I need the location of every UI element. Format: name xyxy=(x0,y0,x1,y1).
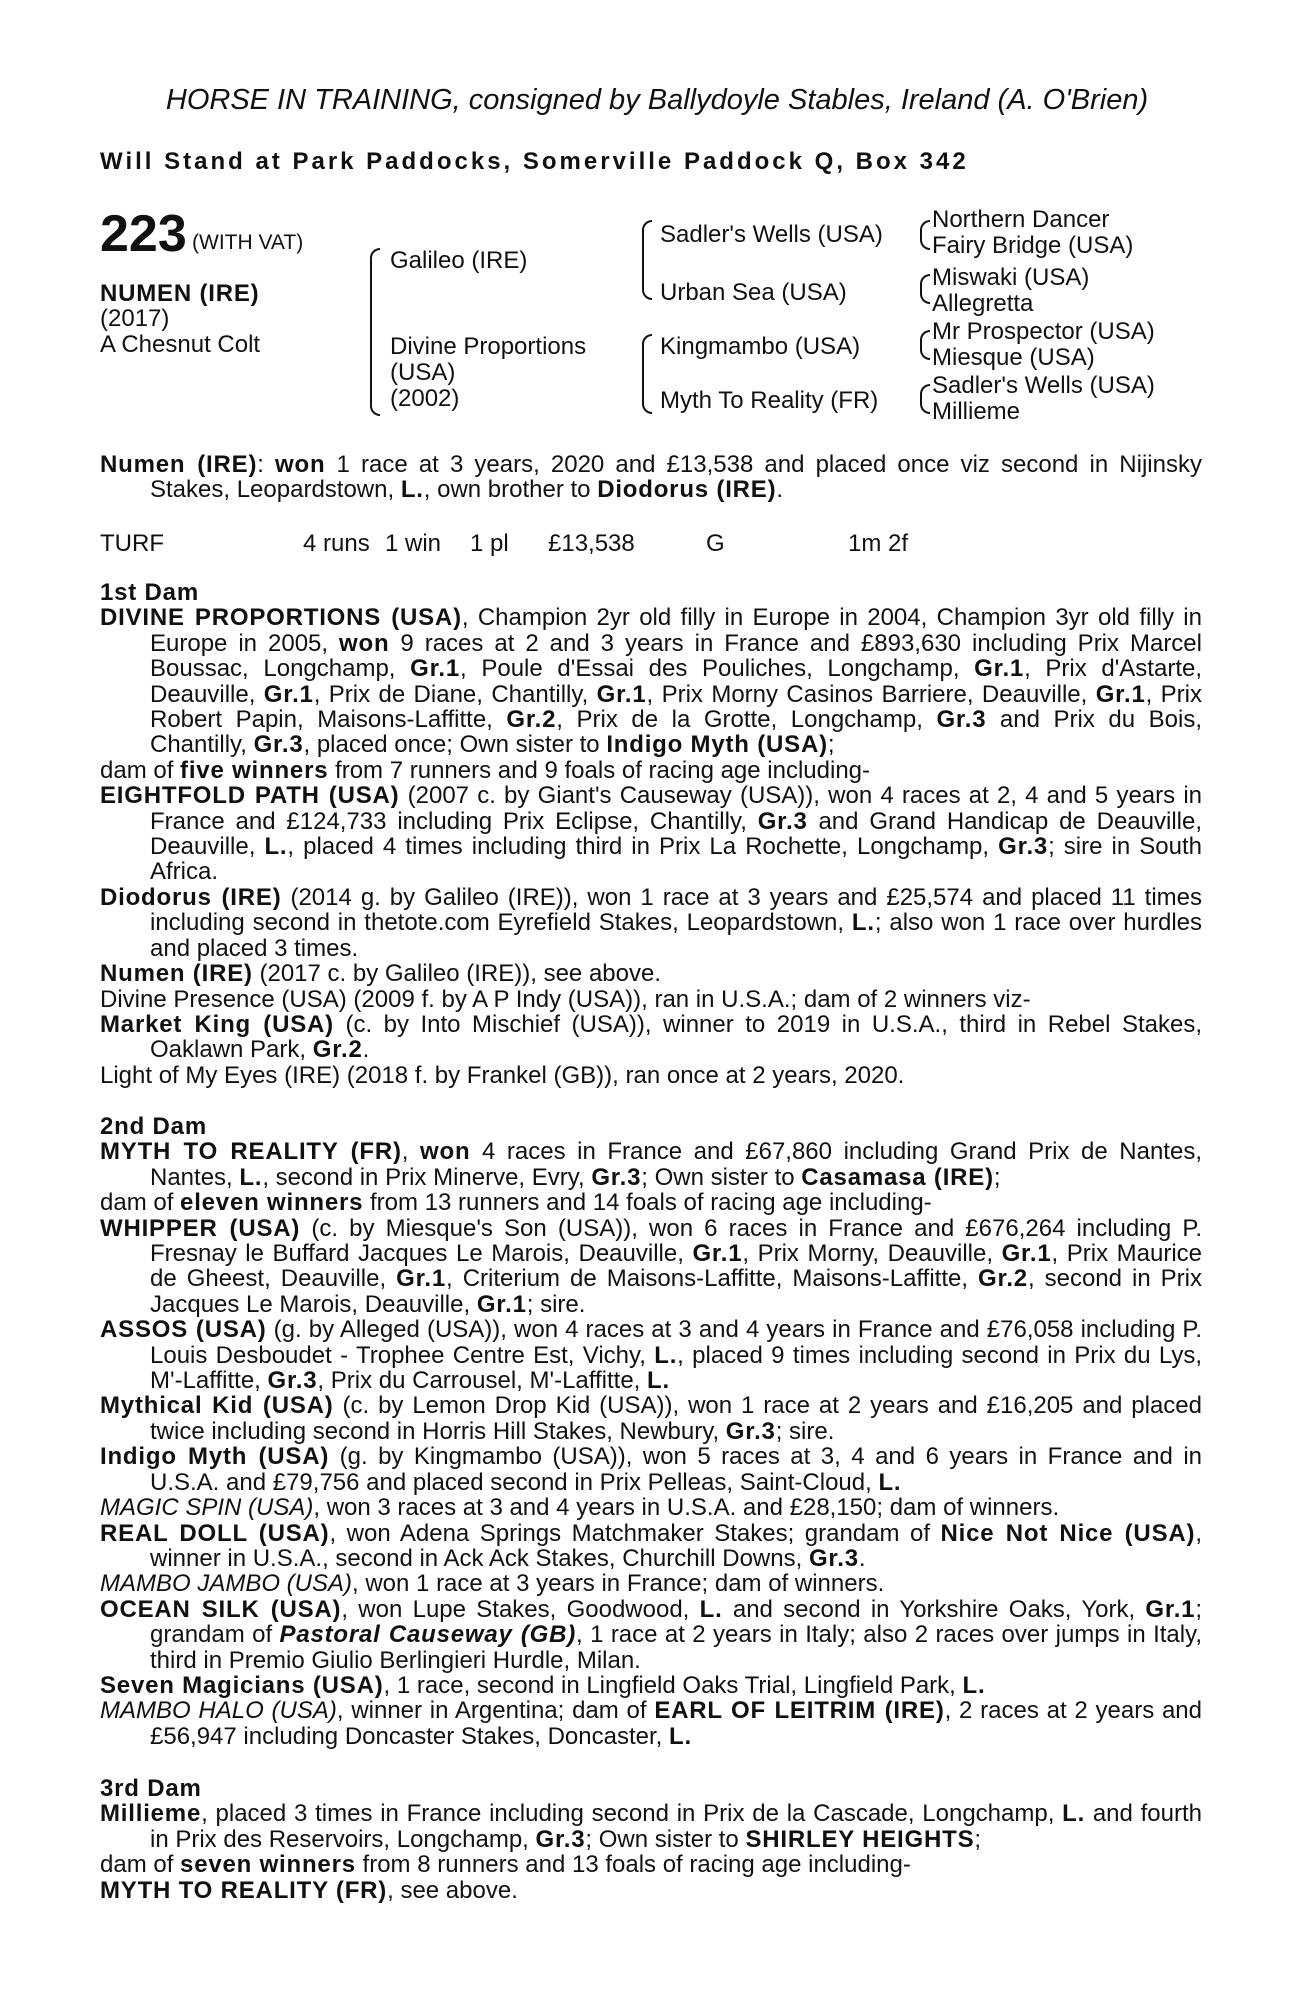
dam-description: DIVINE PROPORTIONS (USA), Champion 2yr old filly in Europe in 2004, Champion 3yr old filly in Europe in 2005, won 9 races at 2 and 3 years in France and £893,630 including Prix Marcel Boussac, Longchamp, Gr.1, Poule d'Essai des Pouliches, Longchamp, Gr.1, Prix d'Astarte, Deauville, Gr.1, Prix de Diane, Chantilly, Gr.1, Prix Morny Casinos Barriere, Deauville, Gr.1, Prix Robert Papin, Maisons-Laffitte, Gr.2, Prix de la Grotte, Longchamp, Gr.3 and Prix du Bois, Chantilly, Gr.3, placed once; Own sister to Indigo Myth (USA); xyxy=(100,604,1202,759)
produce-entry: Diodorus (IRE) (2014 g. by Galileo (IRE)), won 1 race at 3 years and £25,574 and placed 11 times including second in thetote.com Eyrefield Stakes, Leopardstown, L.; also won 1 race over hurdles and placed 3 times. xyxy=(100,883,1202,962)
sire-sire: Sadler's Wells (USA) xyxy=(660,221,883,248)
stand-location: Will Stand at Park Paddocks, Somerville Paddock Q, Box 342 xyxy=(100,148,969,175)
produce-entry: EIGHTFOLD PATH (USA) (2007 c. by Giant's Causeway (USA)), won 4 races at 2, 4 and 5 years in France and £124,733 including Prix Eclipse, Chantilly, Gr.3 and Grand Handicap de Deauville, Deauville, L., placed 4 times including third in Prix La Rochette, Longchamp, Gr.3; sire in South Africa. xyxy=(100,782,1202,886)
produce-entry: Seven Magicians (USA), 1 race, second in Lingfield Oaks Trial, Lingfield Park, L. xyxy=(100,1671,986,1699)
record-placed: 1 pl xyxy=(470,530,509,557)
dam-dam-sire: Sadler's Wells (USA) xyxy=(932,372,1155,399)
produce-entry: Market King (USA) (c. by Into Mischief (USA)), winner to 2019 in U.S.A., third in Rebel Stakes, Oaklawn Park, Gr.2. xyxy=(100,1010,1203,1064)
record-earnings: £13,538 xyxy=(548,530,635,557)
record-wins: 1 win xyxy=(385,530,442,557)
produce-entry: Divine Presence (USA) (2009 f. by A P Indy (USA)), ran in U.S.A.; dam of 2 winners viz- xyxy=(100,985,1031,1013)
sire: Galileo (IRE) xyxy=(390,247,528,274)
second-dam-section xyxy=(100,1114,1202,1749)
sire-dam-sire: Miswaki (USA) xyxy=(932,264,1090,291)
record-runs: 4 runs xyxy=(303,530,370,557)
catalogue-header: HORSE IN TRAINING, consigned by Ballydoyle Stables, Ireland (A. O'Brien) xyxy=(165,84,1149,116)
dam-sire-dam: Miesque (USA) xyxy=(932,344,1095,371)
horse-summary: Numen (IRE): won 1 race at 3 years, 2020 and £13,538 and placed once viz second in Nijinsky Stakes, Leopardstown, L., own brother to Diodorus (IRE). xyxy=(100,451,1202,504)
section-heading: 3rd Dam xyxy=(100,1775,202,1802)
section-heading: 2nd Dam xyxy=(100,1113,207,1140)
dam-line-2: (USA) xyxy=(390,359,456,386)
section-heading: 1st Dam xyxy=(100,579,199,606)
produce-entry: MAGIC SPIN (USA), won 3 races at 3 and 4 years in U.S.A. and £28,150; dam of winners. xyxy=(100,1494,1060,1522)
dam-produce-summary: dam of five winners from 7 runners and 9 foals of racing age including- xyxy=(100,756,871,784)
produce-entry: Indigo Myth (USA) (g. by Kingmambo (USA)), won 5 races at 3, 4 and 6 years in France and in U.S.A. and £79,756 and placed second in Prix Pelleas, Saint-Cloud, L. xyxy=(100,1443,1203,1496)
vat-note: (WITH VAT) xyxy=(192,231,304,254)
dam-sire-brace xyxy=(642,334,652,374)
produce-entry: MYTH TO REALITY (FR), see above. xyxy=(100,1876,518,1904)
produce-entry: Light of My Eyes (IRE) (2018 f. by Frankel (GB)), ran once at 2 years, 2020. xyxy=(100,1061,905,1089)
dam-produce-summary: dam of eleven winners from 13 runners and 14 foals of racing age including- xyxy=(100,1189,932,1217)
produce-entry: MAMBO JAMBO (USA), won 1 race at 3 years in France; dam of winners. xyxy=(100,1570,885,1598)
record-surface: TURF xyxy=(100,530,164,557)
dam-line-3: (2002) xyxy=(390,385,460,412)
sire-dam-brace xyxy=(642,252,652,300)
produce-entry: Numen (IRE) (2017 c. by Galileo (IRE)), see above. xyxy=(100,960,661,988)
sire-sire-brace xyxy=(642,220,652,254)
dam-produce-summary: dam of seven winners from 8 runners and 13 foals of racing age including- xyxy=(100,1851,911,1879)
dam-sire-sire: Mr Prospector (USA) xyxy=(932,318,1155,345)
produce-entry: WHIPPER (USA) (c. by Miesque's Son (USA)), won 6 races in France and £676,264 including P. Fresnay le Buffard Jacques Le Marois, Deauville, Gr.1, Prix Morny, Deauville, Gr.1, Prix Maurice de Gheest, Deauville, Gr.1, Criterium de Maisons-Laffitte, Maisons-Laffitte, Gr.2, second in Prix Jacques Le Marois, Deauville, Gr.1; sire. xyxy=(100,1214,1203,1318)
first-dam-section xyxy=(100,580,1202,1088)
g3-brace-2b xyxy=(920,288,930,304)
dam-description: Millieme, placed 3 times in France including second in Prix de la Cascade, Longchamp, L. and fourth in Prix des Reservoirs, Longchamp, Gr.3; Own sister to SHIRLEY HEIGHTS; xyxy=(100,1800,1203,1853)
sire-sire-sire: Northern Dancer xyxy=(932,206,1110,233)
dam-description: MYTH TO REALITY (FR), won 4 races in France and £67,860 including Grand Prix de Nantes, Nantes, L., second in Prix Minerve, Evry, Gr.3; Own sister to Casamasa (IRE); xyxy=(100,1138,1202,1191)
third-dam-section xyxy=(100,1776,1202,1903)
horse-name: NUMEN (IRE) xyxy=(100,280,260,307)
horse-description: A Chesnut Colt xyxy=(100,331,261,358)
produce-entry: MAMBO HALO (USA), winner in Argentina; dam of EARL OF LEITRIM (IRE), 2 races at 2 years and £56,947 including Doncaster Stakes, Doncaster, L. xyxy=(100,1697,1203,1750)
dam-sire: Kingmambo (USA) xyxy=(660,333,861,360)
dam-brace xyxy=(370,334,380,416)
sire-dam-dam: Allegretta xyxy=(932,290,1034,317)
produce-entry: REAL DOLL (USA), won Adena Springs Matchmaker Stakes; grandam of Nice Not Nice (USA), winner in U.S.A., second in Ack Ack Stakes, Churchill Downs, Gr.3. xyxy=(100,1519,1202,1572)
g3-brace-4b xyxy=(920,398,930,414)
produce-entry: Mythical Kid (USA) (c. by Lemon Drop Kid (USA)), won 1 race at 2 years and £16,205 and placed twice including second in Horris Hill Stakes, Newbury, Gr.3; sire. xyxy=(100,1392,1203,1445)
g3-brace-3b xyxy=(920,344,930,360)
g3-brace-1b xyxy=(920,234,930,250)
produce-entry: OCEAN SILK (USA), won Lupe Stakes, Goodwood, L. and second in Yorkshire Oaks, York, Gr.1; grandam of Pastoral Causeway (GB), 1 race at 2 years in Italy; also 2 races over jumps in Italy, third in Premio Giulio Berlingieri Hurdle, Milan. xyxy=(100,1595,1202,1674)
sire-sire-dam: Fairy Bridge (USA) xyxy=(932,232,1134,259)
record-going: G xyxy=(706,530,725,557)
sire-dam: Urban Sea (USA) xyxy=(660,279,847,306)
foaling-year: (2017) xyxy=(100,305,170,332)
record-distance: 1m 2f xyxy=(848,530,909,557)
dam-dam-dam: Millieme xyxy=(932,398,1021,425)
produce-entry: ASSOS (USA) (g. by Alleged (USA)), won 4 races at 3 and 4 years in France and £76,058 including P. Louis Desboudet - Trophee Centre Est, Vichy, L., placed 9 times including second in Prix du Lys, M'-Laffitte, Gr.3, Prix du Carrousel, M'-Laffitte, L. xyxy=(100,1316,1203,1395)
sire-brace xyxy=(370,248,380,336)
dam-dam-brace xyxy=(642,372,652,414)
dam-dam: Myth To Reality (FR) xyxy=(660,387,879,414)
lot-number: 223 xyxy=(100,205,187,263)
dam-line-1: Divine Proportions xyxy=(390,333,587,360)
